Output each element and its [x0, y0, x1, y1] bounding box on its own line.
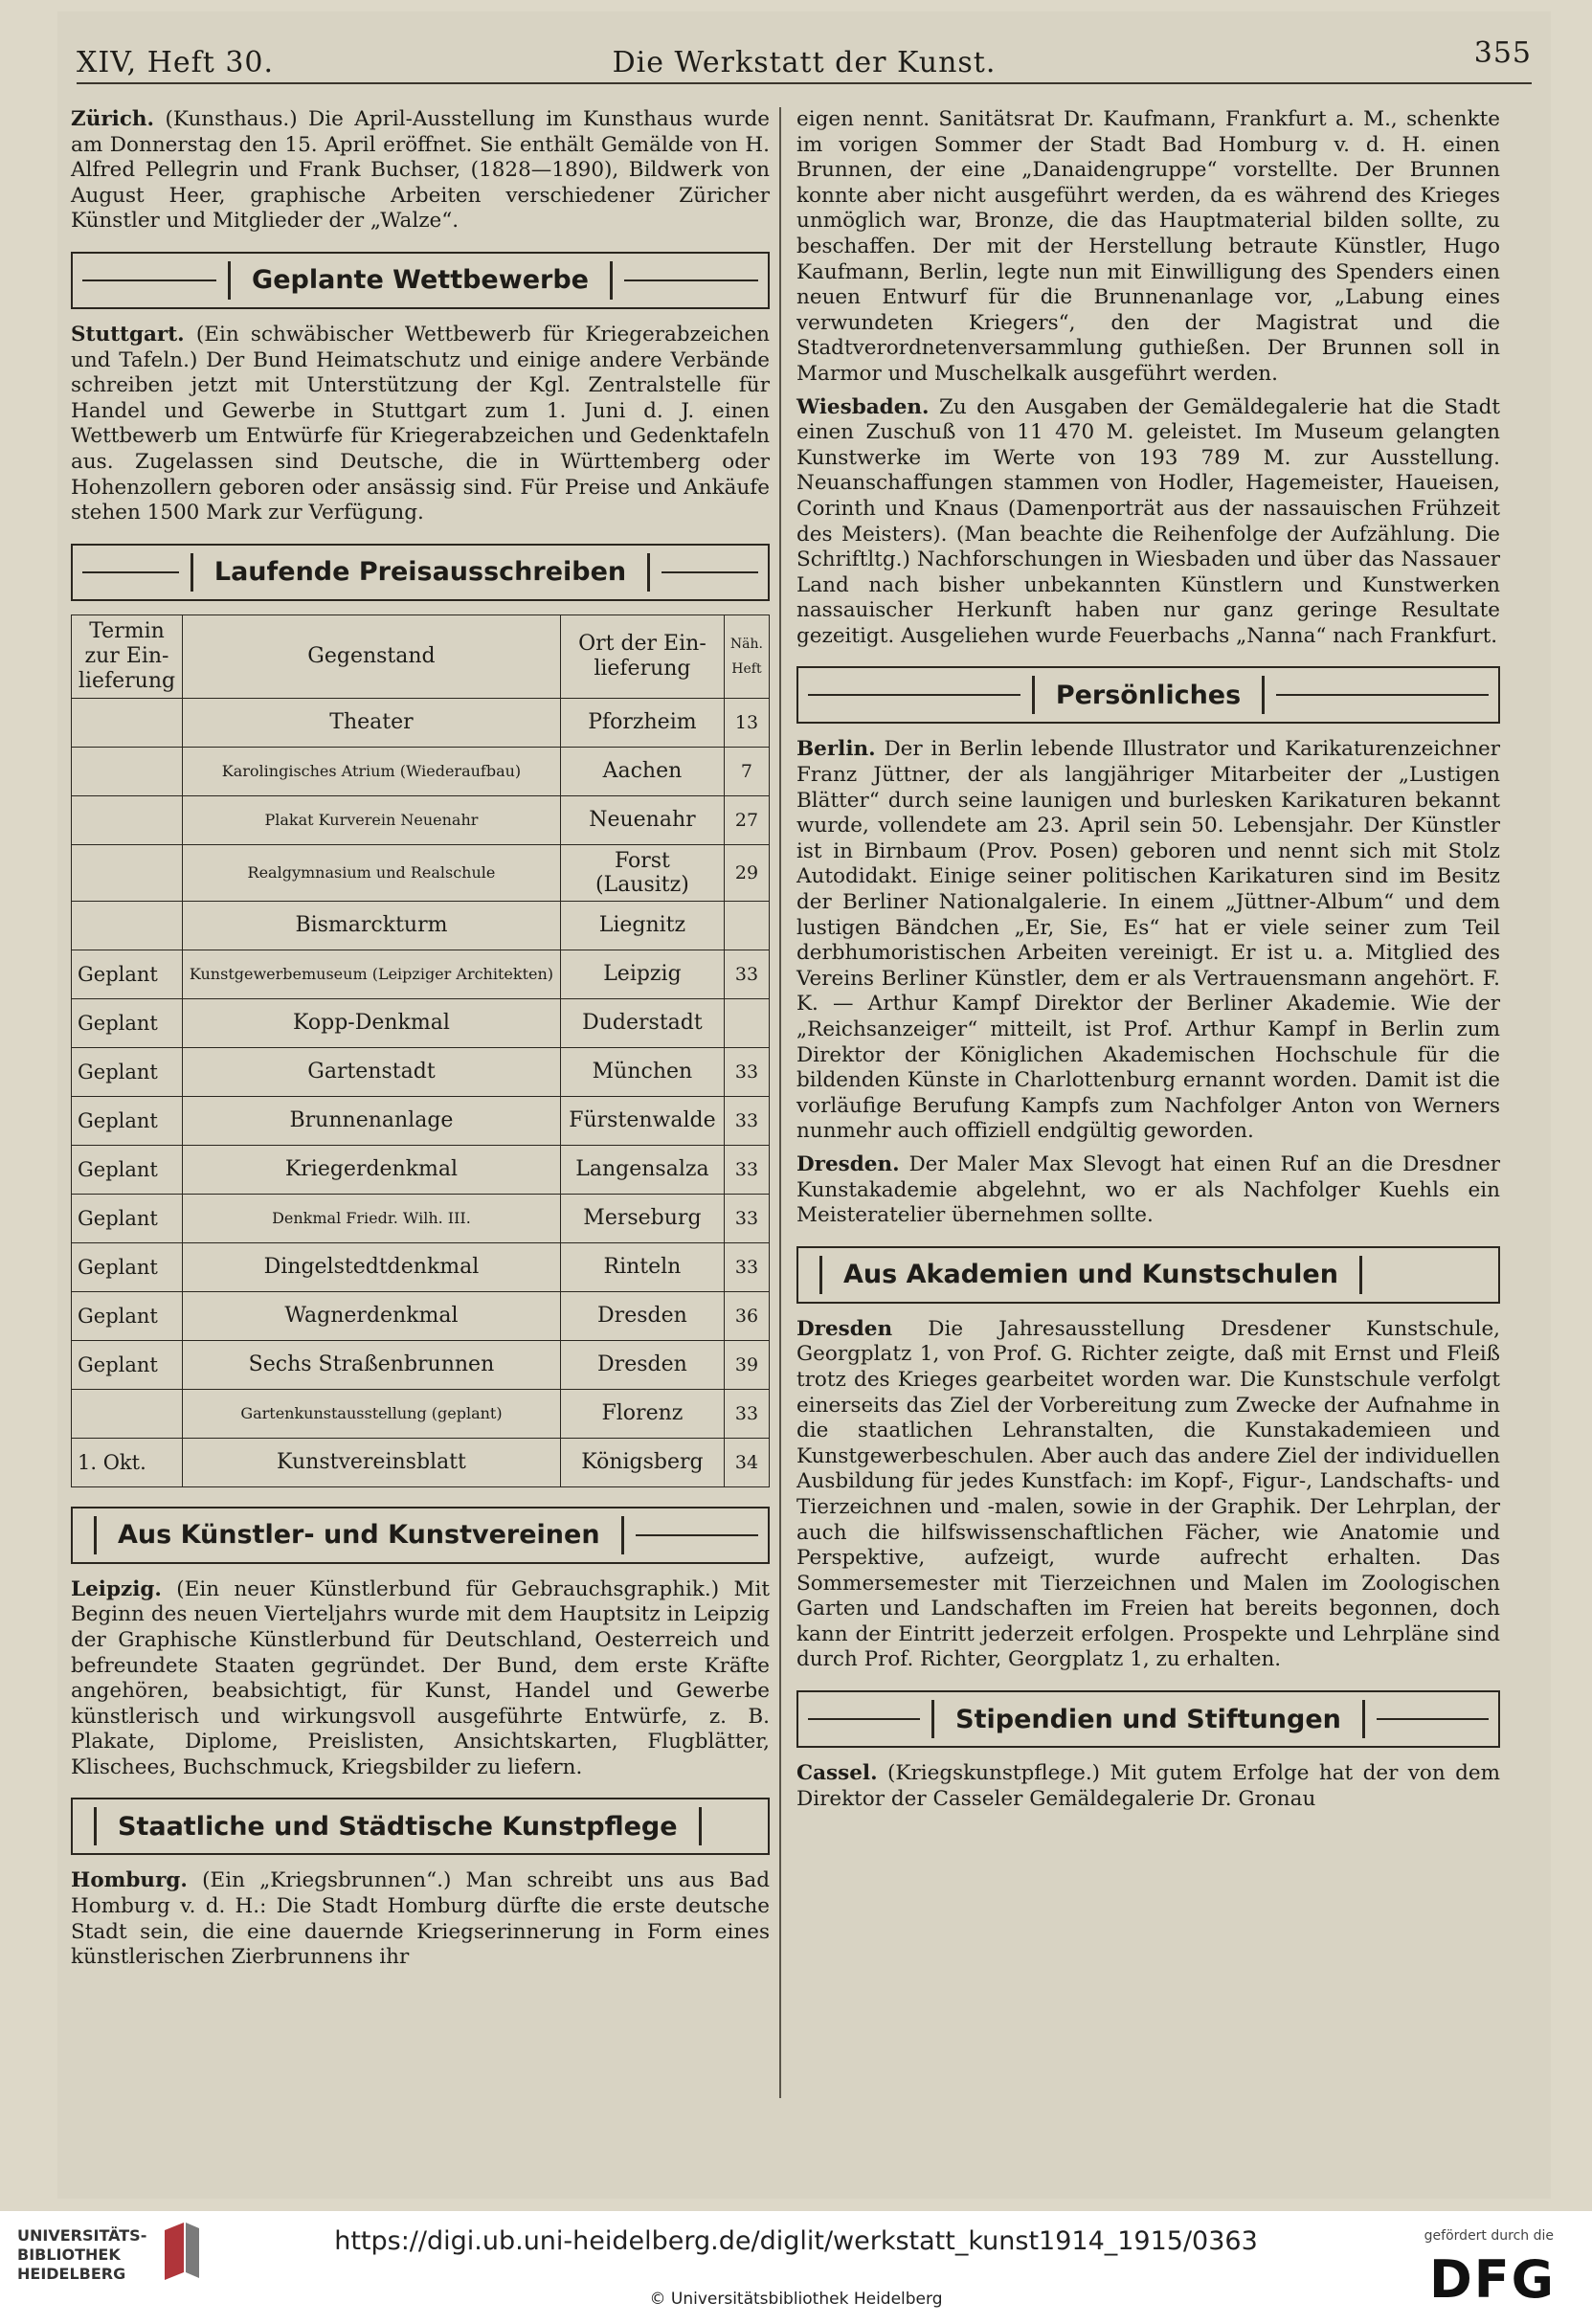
table-cell-ort: Leipzig	[560, 950, 724, 998]
table-row	[72, 998, 770, 1047]
table-cell-heft	[724, 998, 769, 1047]
section-heading-akademien: Aus Akademien und Kunstschulen	[796, 1246, 1500, 1304]
table-cell-gegenstand: Gartenkunstausstellung (geplant)	[183, 1389, 561, 1438]
table-cell-heft: 33	[724, 1194, 769, 1242]
table-cell-termin	[72, 747, 183, 795]
permalink-url[interactable]: https://digi.ub.uni-heidelberg.de/diglit/werkstatt_kunst1914_1915/0363	[334, 2226, 1258, 2256]
table-cell-gegenstand: Sechs Straßenbrunnen	[183, 1340, 561, 1389]
page-number: 355	[1473, 36, 1532, 70]
table-cell-termin: Geplant	[72, 1242, 183, 1291]
article-dresden-slevogt: Dresden. Der Maler Max Slevogt hat einen Ruf an die Dresdner Kunstakademie abgelehnt, wo er als Nachfolger Kuehls ein Meisteratelier übernehmen sollte.	[796, 1151, 1500, 1228]
table-cell-gegenstand: Kriegerdenkmal	[183, 1145, 561, 1194]
table-cell-gegenstand: Bismarckturm	[183, 901, 561, 950]
table-cell-termin: Geplant	[72, 1340, 183, 1389]
table-row	[72, 1389, 770, 1438]
scanned-page	[57, 11, 1551, 2199]
table-cell-ort: Merseburg	[560, 1194, 724, 1242]
article-cassel: Cassel. (Kriegskunstpflege.) Mit gutem Erfolge hat der von dem Direktor der Casseler Gemäldegalerie Dr. Gronau	[796, 1761, 1500, 1811]
column-header-gegenstand: Gegenstand	[183, 615, 561, 698]
table-row	[72, 1291, 770, 1340]
table-cell-heft: 33	[724, 1047, 769, 1096]
table-cell-termin: Geplant	[72, 1194, 183, 1242]
table-row	[72, 1194, 770, 1242]
table-cell-termin	[72, 1389, 183, 1438]
table-cell-heft: 34	[724, 1438, 769, 1486]
table-cell-gegenstand: Kunstgewerbemuseum (Leipziger Architekten)	[183, 950, 561, 998]
article-homburg-continued: eigen nennt. Sanitätsrat Dr. Kaufmann, Frankfurt a. M., schenkte im vorigen Sommer der Stadt Bad Homburg v. d. H. einen Brunnen, der eine „Danaidengruppe“ vorstellte. Der Brunnen konnte aber nicht ausgeführt werden, da es während des Krieges unmöglich war, Bronze, die das Hauptmaterial bilden sollte, zu beschaffen. Der mit der Herstellung betraute Künstler, Hugo Kaufmann, Berlin, legte nun mit Einwilligung des Spenders einen neuen Entwurf für die Brunnenanlage vor, „Labung eines verwundeten Kriegers“, den der Magistrat und die Stadtverordnetenversammlung guthießen. Der Brunnen soll in Marmor und Muschelkalk ausgeführt werden.	[796, 107, 1500, 386]
table-cell-heft: 36	[724, 1291, 769, 1340]
table-row	[72, 950, 770, 998]
table-cell-ort: Florenz	[560, 1389, 724, 1438]
volume-label: XIV, Heft 30.	[77, 46, 275, 79]
table-cell-gegenstand: Brunnenanlage	[183, 1096, 561, 1145]
section-heading-kunstvereine: Aus Künstler- und Kunstvereinen	[71, 1507, 770, 1564]
table-cell-heft: 33	[724, 1096, 769, 1145]
table-cell-ort: Königsberg	[560, 1438, 724, 1486]
table-cell-gegenstand: Gartenstadt	[183, 1047, 561, 1096]
library-name: UNIVERSITÄTS- BIBLIOTHEK HEIDELBERG	[17, 2226, 147, 2283]
table-cell-heft	[724, 901, 769, 950]
table-cell-ort: Forst (Lausitz)	[560, 844, 724, 901]
table-cell-termin: Geplant	[72, 1145, 183, 1194]
article-leipzig: Leipzig. (Ein neuer Künstlerbund für Gebrauchsgraphik.) Mit Beginn des neuen Vierteljahrs wurde mit dem Hauptsitz in Leipzig der Graphische Künstlerbund für Deutschland, Oesterreich und befreundete Staaten gegründet. Der Bund, dem erste Kräfte angehören, beabsichtigt, für Kunst, Handel und Gewerbe künstlerisch und wirkungsvoll ausgeführte Entwürfe, z. B. Plakate, Diplome, Preislisten, Ansichtskarten, Flugblätter, Klischees, Buchschmuck, Kriegsbilder zu liefern.	[71, 1576, 771, 1779]
article-wiesbaden: Wiesbaden. Zu den Ausgaben der Gemäldegalerie hat die Stadt einen Zuschuß von 11 470 M. geleistet. Im Museum gelangten Kunstwerke im Werte von 193 789 M. zur Ausstellung. Neuanschaffungen stammen von Hodler, Hagemeister, Haueisen, Corinth und Knaus (Damenporträt aus der nassauischen Frühzeit des Meisters). (Man beachte die Reihenfolge der Aufzählung. Die Schriftltg.) Nachforschungen in Wiesbaden und über das Nassauer Land nach bisher unbekannten Künstlern und Kunstwerken nassauischer Herkunft haben nur ganz geringe Resultate gezeitigt. Ausgeliehen wurde Feuerbachs „Nanna“ nach Frankfurt.	[796, 394, 1500, 648]
left-column	[71, 107, 770, 1978]
table-row	[72, 1438, 770, 1486]
dfg-logo: DFG	[1428, 2249, 1556, 2310]
table-cell-heft: 27	[724, 795, 769, 844]
table-cell-heft: 33	[724, 1145, 769, 1194]
table-cell-heft: 33	[724, 1242, 769, 1291]
table-row	[72, 901, 770, 950]
table-cell-gegenstand: Plakat Kurverein Neuenahr	[183, 795, 561, 844]
copyright-notice: © Universitätsbibliothek Heidelberg	[649, 2290, 943, 2309]
running-header	[77, 29, 1532, 84]
table-cell-ort: Dresden	[560, 1291, 724, 1340]
table-cell-ort: Dresden	[560, 1340, 724, 1389]
section-heading-preisausschreiben: Laufende Preisausschreiben	[71, 544, 770, 601]
table-cell-ort: Pforzheim	[560, 698, 724, 747]
table-cell-gegenstand: Kopp-Denkmal	[183, 998, 561, 1047]
table-cell-termin: Geplant	[72, 998, 183, 1047]
column-header-ort: Ort der Ein-lieferung	[560, 615, 724, 698]
section-heading-wettbewerbe: Geplante Wettbewerbe	[71, 252, 770, 309]
section-heading-persoenliches: Persönliches	[796, 666, 1500, 724]
table-row	[72, 795, 770, 844]
table-cell-heft: 39	[724, 1340, 769, 1389]
table-cell-ort: München	[560, 1047, 724, 1096]
column-header-termin: Termin zur Ein-lieferung	[72, 615, 183, 698]
article-zuerich: Zürich. (Kunsthaus.) Die April-Ausstellung im Kunsthaus wurde am Donnerstag den 15. April eröffnet. Sie enthält Gemälde von H. Alfred Pellegrin und Frank Buchser, (1828—1890), Bildwerk von August Heer, graphische Arbeiten verschiedener Züricher Künstler und Mitglieder der „Walze“.	[71, 107, 771, 234]
table-cell-ort: Langensalza	[560, 1145, 724, 1194]
table-cell-termin	[72, 795, 183, 844]
right-column	[796, 107, 1500, 1820]
table-cell-heft: 33	[724, 950, 769, 998]
table-cell-ort: Aachen	[560, 747, 724, 795]
table-row	[72, 747, 770, 795]
table-cell-gegenstand: Dingelstedtdenkmal	[183, 1242, 561, 1291]
article-berlin: Berlin. Der in Berlin lebende Illustrator und Karikaturenzeichner Franz Jüttner, der als langjähriger Mitarbeiter der „Lustigen Blätter“ durch seine launigen und burlesken Karikaturen bekannt wurde, vollendete am 23. April sein 50. Lebensjahr. Der Künstler ist in Birnbaum (Prov. Posen) geboren und nennt sich mit Stolz Autodidakt. Einige seiner politischen Karikaturen sind im Besitz der Berliner Nationalgalerie. In einem „Jüttner-Album“ und dem lustigen Bändchen „Er, Sie, Es“ hat er viele seiner zum Teil derbhumoristischen Arbeiten vereinigt. Er ist u. a. Mitglied des Vereins Berliner Künstler, dem er als Vertrauensmann angehört. F. K. — Arthur Kampf Direktor der Berliner Akademie. Wie der „Reichsanzeiger“ mitteilt, ist Prof. Arthur Kampf in Berlin zum Direktor der Königlichen Akademischen Hochschule für die bildenden Künste in Charlottenburg ernannt worden. Damit ist die vorläufige Berufung Kampfs zum Nachfolger Anton von Werners nunmehr auch offiziell endgültig geworden.	[796, 737, 1500, 1144]
table-row	[72, 1096, 770, 1145]
column-divider	[779, 107, 781, 2098]
article-dresden-kunstschule: Dresden Die Jahresausstellung Dresdener Kunstschule, Georgplatz 1, von Prof. G. Richter zeigte, daß mit Ernst und Fleiß trotz des Krieges gearbeitet worden war. Die Kunstschule verfolgt einerseits das Ziel der Vorbereitung zum Zwecke der Aufnahme in die staatlichen Lehranstalten, die Kunstakademieen und Kunstgewerbeschulen. Aber auch das andere Ziel der individuellen Ausbildung für jedes Kunstfach: im Kopf-, Figur-, Landschafts- und Tierzeichnen und -malen, sowie in der Graphik. Der Lehrplan, der auch die hilfswissenschaftlichen Fächer, wie Anatomie und Perspektive, aufzeigt, wurde aufrecht erhalten. Das Sommersemester mit Tierzeichnen und Malen im Zoologischen Garten und Landschaften im Freien hat bereits begonnen, doch kann der Eintritt jederzeit erfolgen. Prospekte und Lehrpläne sind durch Prof. Richter, Georgplatz 1, zu erhalten.	[796, 1316, 1500, 1672]
table-cell-ort: Rinteln	[560, 1242, 724, 1291]
table-cell-gegenstand: Theater	[183, 698, 561, 747]
table-cell-ort: Fürstenwalde	[560, 1096, 724, 1145]
table-cell-termin: Geplant	[72, 1096, 183, 1145]
table-cell-termin	[72, 844, 183, 901]
table-cell-termin: Geplant	[72, 950, 183, 998]
article-stuttgart: Stuttgart. (Ein schwäbischer Wettbewerb für Kriegerabzeichen und Tafeln.) Der Bund Heimatschutz und einige andere Verbände schreiben jetzt mit Unterstützung der Kgl. Zentralstelle für Handel und Gewerbe in Stuttgart zum 1. Juni d. J. einen Wettbewerb um Entwürfe für Kriegerabzeichen und Gedenktafeln aus. Zugelassen sind Deutsche, die in Württemberg oder Hohenzollern geboren oder ansässig sind. Für Preise und Ankäufe stehen 1500 Mark zur Verfügung.	[71, 322, 770, 525]
table-cell-heft: 7	[724, 747, 769, 795]
competitions-table	[71, 615, 770, 1487]
table-cell-gegenstand: Kunstvereinsblatt	[183, 1438, 561, 1486]
table-row	[72, 1047, 770, 1096]
table-row	[72, 1340, 770, 1389]
table-cell-ort: Liegnitz	[560, 901, 724, 950]
table-cell-termin	[72, 901, 183, 950]
section-heading-stipendien: Stipendien und Stiftungen	[796, 1690, 1500, 1748]
table-cell-termin	[72, 698, 183, 747]
viewer-footer	[0, 2211, 1592, 2324]
journal-title: Die Werkstatt der Kunst.	[612, 46, 997, 79]
table-cell-ort: Duderstadt	[560, 998, 724, 1047]
table-row	[72, 698, 770, 747]
table-cell-termin: Geplant	[72, 1047, 183, 1096]
table-row	[72, 844, 770, 901]
table-header-row	[72, 615, 770, 698]
table-cell-heft: 33	[724, 1389, 769, 1438]
table-row	[72, 1145, 770, 1194]
table-cell-heft: 29	[724, 844, 769, 901]
table-cell-gegenstand: Wagnerdenkmal	[183, 1291, 561, 1340]
column-header-heft: Näh. Heft	[724, 615, 769, 698]
table-cell-gegenstand: Karolingisches Atrium (Wiederaufbau)	[183, 747, 561, 795]
table-cell-termin: 1. Okt.	[72, 1438, 183, 1486]
table-cell-ort: Neuenahr	[560, 795, 724, 844]
section-heading-kunstpflege: Staatliche und Städtische Kunstpflege	[71, 1798, 770, 1855]
table-cell-gegenstand: Denkmal Friedr. Wilh. III.	[183, 1194, 561, 1242]
table-cell-gegenstand: Realgymnasium und Realschule	[183, 844, 561, 901]
table-cell-heft: 13	[724, 698, 769, 747]
funding-label: gefördert durch die	[1424, 2228, 1554, 2244]
table-cell-termin: Geplant	[72, 1291, 183, 1340]
table-row	[72, 1242, 770, 1291]
article-homburg: Homburg. (Ein „Kriegsbrunnen“.) Man schreibt uns aus Bad Homburg v. d. H.: Die Stadt Homburg dürfte die erste deutsche Stadt sein, die eine dauernde Kriegserinnerung in Form eines künstlerischen Zierbrunnens ihr	[71, 1868, 770, 1970]
